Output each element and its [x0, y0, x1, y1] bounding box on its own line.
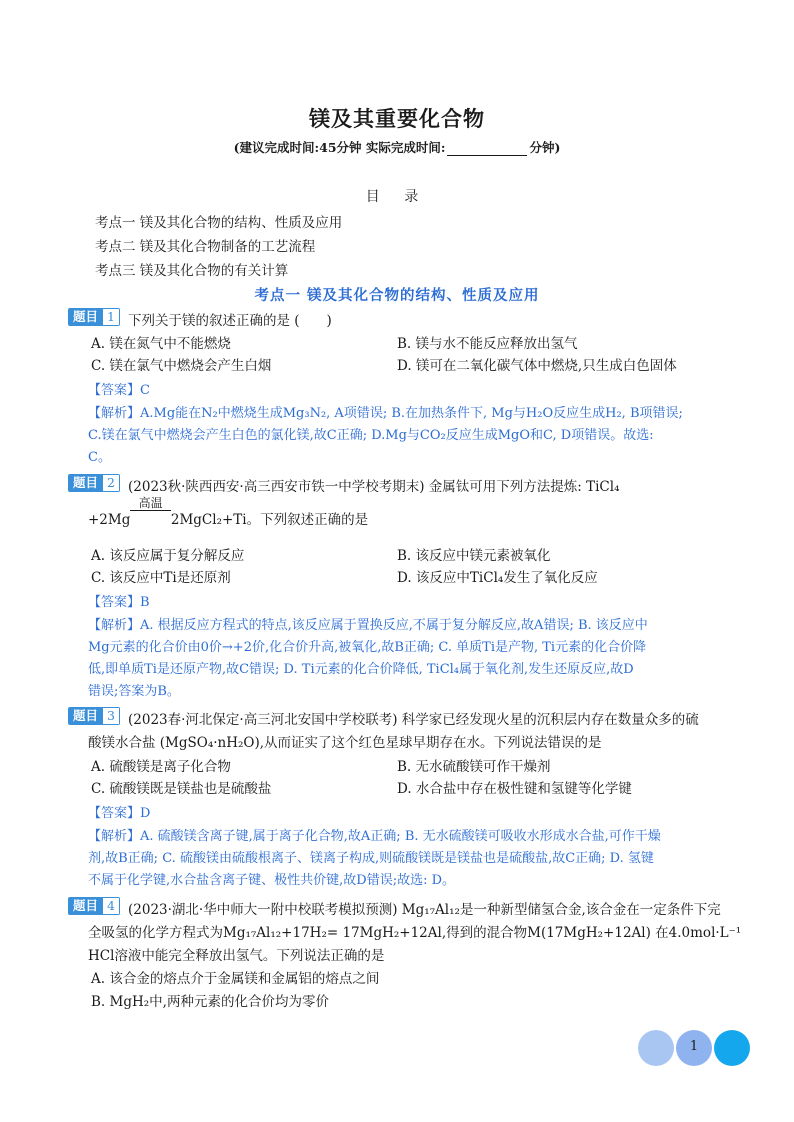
toc-title: 目 录 [365, 189, 429, 205]
question-stem-equation [88, 496, 369, 528]
option-a: A. 镁在氮气中不能燃烧 [91, 336, 231, 352]
question-number: 3 [103, 707, 120, 725]
question-number: 1 [103, 308, 120, 326]
decor-circle [638, 1030, 674, 1066]
time-blank [447, 141, 527, 156]
answer: 【答案】D [88, 806, 151, 821]
explanation-line: C。 [88, 450, 111, 465]
option-a: A. 该反应属于复分解反应 [91, 548, 245, 564]
option-a: A. 该合金的熔点介于金属镁和金属铝的熔点之间 [91, 971, 380, 987]
equation-left: +2Mg [88, 512, 131, 528]
question-stem: HCl溶液中能完全释放出氢气。下列说法正确的是 [88, 948, 385, 964]
question-badge [68, 474, 120, 492]
explanation-line: 不属于化学键,水合盐含离子键、极性共价键,故D错误;故选: D。 [88, 873, 456, 888]
reaction-condition [130, 496, 171, 528]
question-number: 4 [103, 897, 120, 915]
option-b: B. 该反应中镁元素被氧化 [397, 548, 551, 564]
explanation-line: 低,即单质Ti是还原产物,故C错误; D. Ti元素的化合价降低, TiCl₄属于氧化剂,发生还原反应,故D [88, 662, 634, 677]
time-note [0, 138, 794, 156]
question-stem: (2023秋·陕西西安·高三西安市铁一中学校考期末) 金属钛可用下列方法提炼: TiCl₄ [128, 479, 620, 495]
page-number-badge [638, 1030, 750, 1066]
option-b: B. 无水硫酸镁可作干燥剂 [397, 759, 551, 775]
explanation-line: 【解析】A. 根据反应方程式的特点,该反应属于置换反应,不属于复分解反应,故A错误; B. 该反应中 [88, 618, 648, 633]
question-badge [68, 308, 120, 326]
explanation-line: 【解析】A. 硫酸镁含离子键,属于离子化合物,故A正确; B. 无水硫酸镁可吸收水形成水合盐,可作干燥 [88, 829, 661, 844]
reaction-arrow [130, 510, 171, 511]
toc-item: 考点二 镁及其化合物制备的工艺流程 [95, 239, 316, 255]
option-d: D. 水合盐中存在极性键和氢键等化学键 [397, 781, 632, 797]
condition-text: 高温 [138, 496, 163, 510]
answer: 【答案】C [88, 383, 150, 398]
question-badge-label: 题目 [68, 897, 103, 915]
question-badge [68, 707, 120, 725]
question-stem: 酸镁水合盐 (MgSO₄·nH₂O),从而证实了这个红色星球早期存在水。下列说法错误的是 [88, 735, 602, 751]
toc-item: 考点三 镁及其化合物的有关计算 [95, 263, 289, 279]
question-badge-label: 题目 [68, 474, 103, 492]
question-badge [68, 897, 120, 915]
equation-right: 2MgCl₂+Ti。下列叙述正确的是 [170, 512, 369, 528]
section-title: 考点一 镁及其化合物的结构、性质及应用 [254, 287, 540, 304]
page-title: 镁及其重要化合物 [309, 106, 485, 131]
explanation-line: 剂,故B正确; C. 硫酸镁由硫酸根离子、镁离子构成,则硫酸镁既是镁盐也是硫酸盐,故C正确; D. 氢键 [88, 851, 654, 866]
answer: 【答案】B [88, 595, 150, 610]
time-note-suffix: 分钟) [529, 140, 561, 155]
explanation-line: Mg元素的化合价由0价→+2价,化合价升高,被氧化,故B正确; C. 单质Ti是产物, Ti元素的化合价降 [88, 640, 647, 655]
option-c: C. 镁在氯气中燃烧会产生白烟 [91, 358, 272, 374]
page-number: 1 [689, 1039, 699, 1054]
question-stem: (2023·湖北·华中师大一附中校联考模拟预测) Mg₁₇Al₁₂是一种新型储氢合金,该合金在一定条件下完 [128, 902, 721, 918]
option-c: C. 硫酸镁既是镁盐也是硫酸盐 [91, 781, 272, 797]
question-number: 2 [103, 474, 120, 492]
option-b: B. 镁与水不能反应释放出氢气 [397, 336, 578, 352]
explanation-line: 错误;答案为B。 [88, 684, 180, 699]
question-stem: (2023春·河北保定·高三河北安国中学校联考) 科学家已经发现火星的沉积层内存在数量众多的硫 [128, 712, 699, 728]
decor-circle [714, 1030, 750, 1066]
toc-item: 考点一 镁及其化合物的结构、性质及应用 [95, 215, 343, 231]
explanation-line: C.镁在氯气中燃烧会产生白色的氯化镁,故C正确; D.Mg与CO₂反应生成MgO和C, D项错误。故选: [88, 428, 654, 443]
question-stem: 全吸氢的化学方程式为Mg₁₇Al₁₂+17H₂= 17MgH₂+12Al,得到的混合物M(17MgH₂+12Al) 在4.0mol·L⁻¹ [88, 925, 742, 941]
option-d: D. 该反应中TiCl₄发生了氧化反应 [397, 570, 598, 586]
option-b: B. MgH₂中,两种元素的化合价均为零价 [91, 994, 329, 1010]
question-badge-label: 题目 [68, 707, 103, 725]
option-d: D. 镁可在二氧化碳气体中燃烧,只生成白色固体 [397, 358, 677, 374]
question-stem: 下列关于镁的叙述正确的是 ( ) [128, 313, 332, 329]
option-c: C. 该反应中Ti是还原剂 [91, 570, 231, 586]
question-badge-label: 题目 [68, 308, 103, 326]
explanation-line: 【解析】A.Mg能在N₂中燃烧生成Mg₃N₂, A项错误; B.在加热条件下, Mg与H₂O反应生成H₂, B项错误; [88, 406, 683, 421]
option-a: A. 硫酸镁是离子化合物 [91, 759, 231, 775]
time-note-prefix: (建议完成时间:45分钟 实际完成时间: [233, 140, 446, 155]
